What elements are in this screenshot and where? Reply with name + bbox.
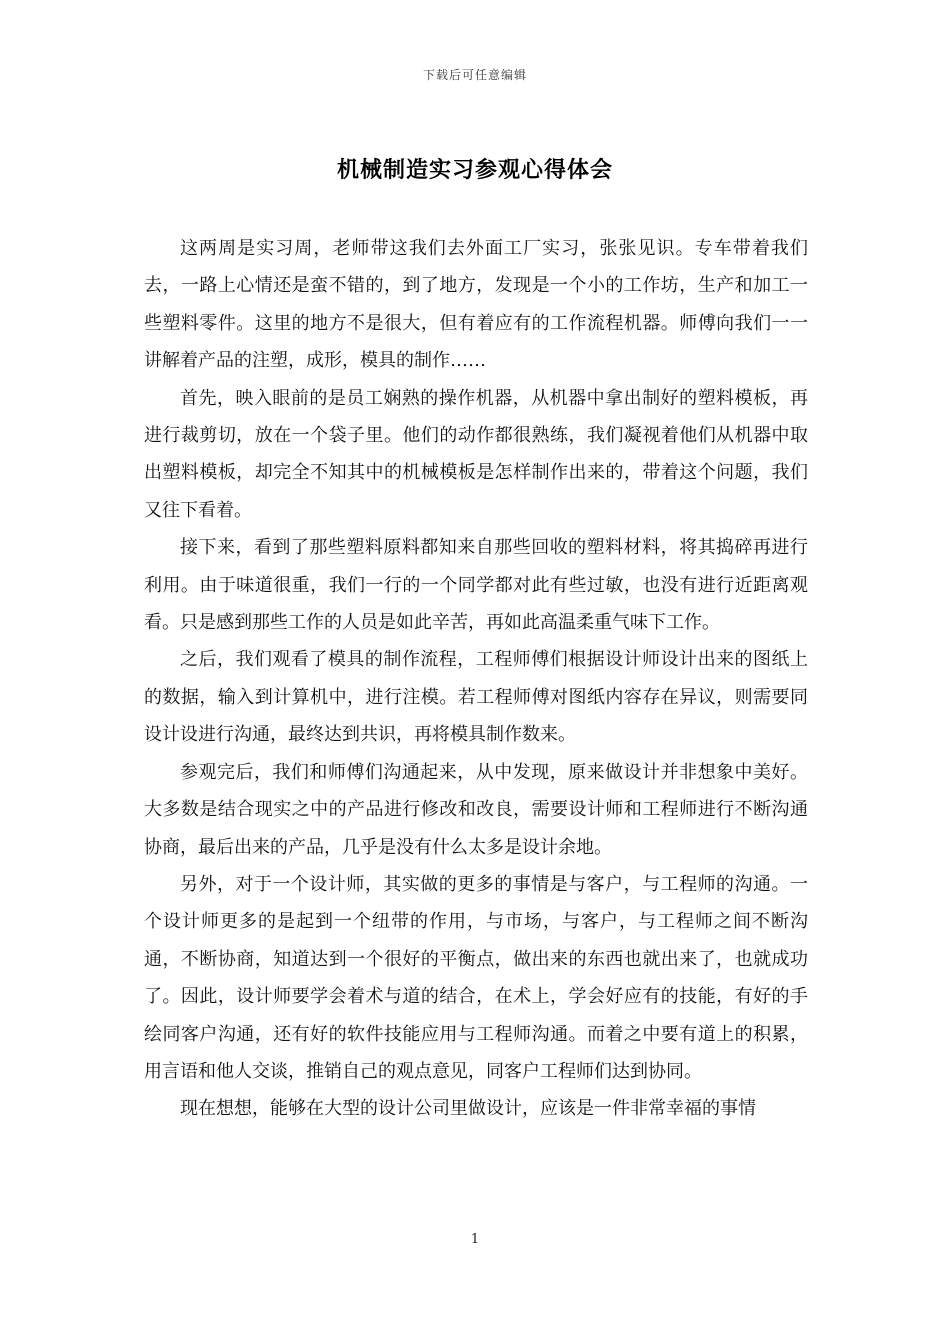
paragraph: 首先，映入眼前的是员工娴熟的操作机器，从机器中拿出制好的塑料模板，再进行裁剪切，放在一个袋子里。他们的动作都很熟练，我们凝视着他们从机器中取出塑料模板，却完全不知其中的机械模板是怎样制作出来的，带着这个问题，我们又往下看着。 — [144, 387, 808, 521]
paragraph: 参观完后，我们和师傅们沟通起来，从中发现，原来做设计并非想象中美好。大多数是结合现实之中的产品进行修改和改良，需要设计师和工程师进行不断沟通协商，最后出来的产品，几乎是没有什么太多是设计余地。 — [144, 761, 808, 858]
paragraph: 接下来，看到了那些塑料原料都知来自那些回收的塑料材料，将其捣碎再进行利用。由于味道很重，我们一行的一个同学都对此有些过敏，也没有进行近距离观看。只是感到那些工作的人员是如此辛苦，再如此高温柔重气味下工作。 — [144, 537, 808, 634]
paragraph: 现在想想，能够在大型的设计公司里做设计，应该是一件非常幸福的事情 — [180, 1098, 756, 1120]
paragraph: 之后，我们观看了模具的制作流程，工程师傅们根据设计师设计出来的图纸上的数据，输入到计算机中，进行注模。若工程师傅对图纸内容存在异议，则需要同设计设进行沟通，最终达到共识，再将模具制作数来。 — [144, 649, 808, 746]
header-note: 下载后可任意编辑 — [422, 68, 527, 82]
page-number: 1 — [470, 1232, 480, 1247]
document-body — [144, 230, 808, 1128]
paragraph: 这两周是实习周，老师带这我们去外面工厂实习，张张见识。专车带着我们去，一路上心情还是蛮不错的，到了地方，发现是一个小的工作坊，生产和加工一些塑料零件。这里的地方不是很大，但有着应有的工作流程机器。师傅向我们一一讲解着产品的注塑，成形，模具的制作…… — [144, 238, 808, 372]
paragraph: 另外，对于一个设计师，其实做的更多的事情是与客户，与工程师的沟通。一个设计师更多的是起到一个纽带的作用，与市场，与客户，与工程师之间不断沟通，不断协商，知道达到一个很好的平衡点，做出来的东西也就出来了，也就成功了。因此，设计师要学会着术与道的结合，在术上，学会好应有的技能，有好的手绘同客户沟通，还有好的软件技能应用与工程师沟通。而着之中要有道上的积累，用言语和他人交谈，推销自己的观点意见，同客户工程师们达到协同。 — [144, 873, 808, 1082]
document-title: 机械制造实习参观心得体会 — [336, 157, 613, 183]
